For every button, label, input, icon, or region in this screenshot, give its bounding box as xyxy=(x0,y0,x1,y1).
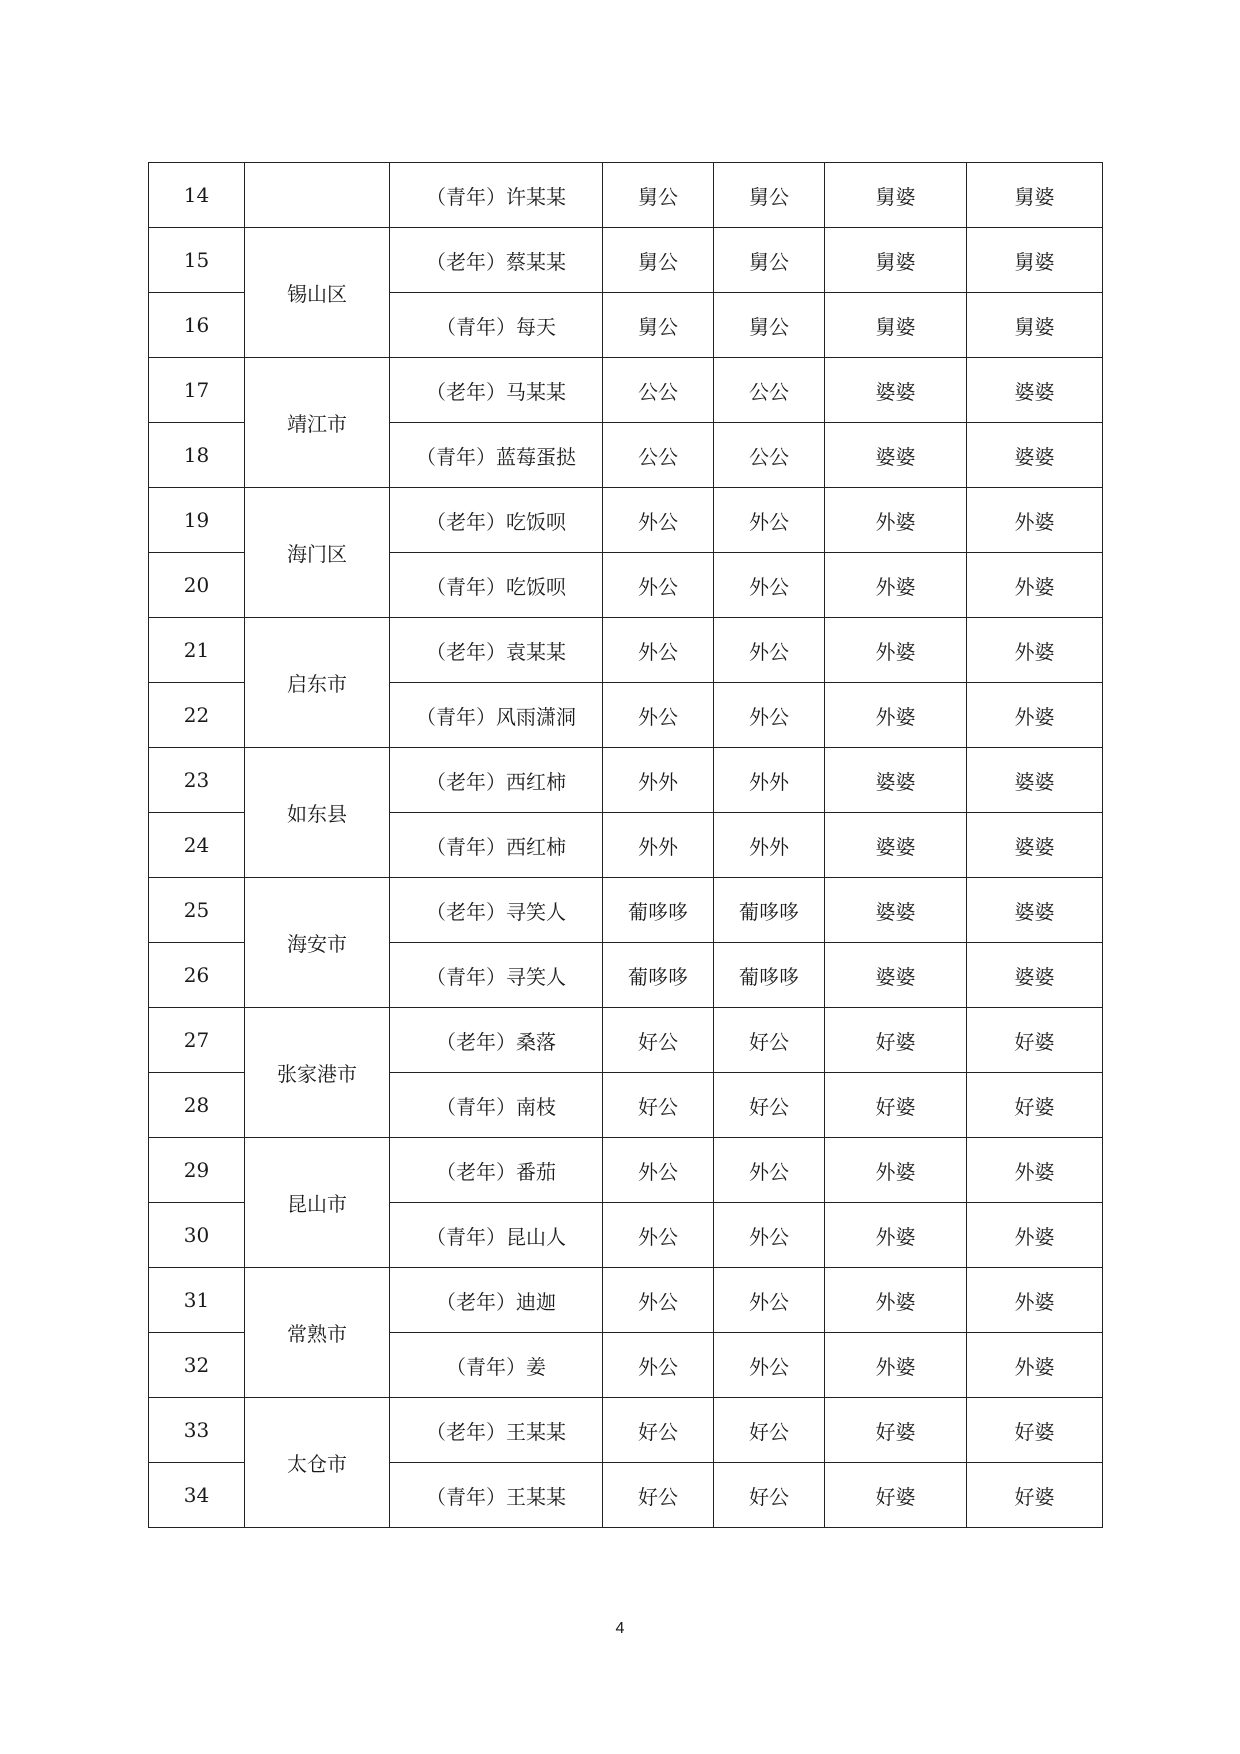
term-cell: 公公 xyxy=(714,423,825,488)
term-cell: 外公 xyxy=(603,1138,714,1203)
term-cell: 婆婆 xyxy=(967,748,1103,813)
row-number: 25 xyxy=(149,878,245,943)
speaker-cell: （老年）蔡某某 xyxy=(390,228,603,293)
speaker-cell: （青年）许某某 xyxy=(390,163,603,228)
speaker-cell: （老年）王某某 xyxy=(390,1398,603,1463)
term-cell: 外外 xyxy=(714,813,825,878)
table-row xyxy=(149,1138,1103,1203)
term-cell: 外公 xyxy=(603,553,714,618)
term-cell: 外公 xyxy=(714,488,825,553)
row-number: 28 xyxy=(149,1073,245,1138)
term-cell: 婆婆 xyxy=(967,943,1103,1008)
region-cell: 张家港市 xyxy=(245,1008,390,1138)
term-cell: 好公 xyxy=(714,1398,825,1463)
term-cell: 舅婆 xyxy=(825,163,967,228)
term-cell: 公公 xyxy=(603,423,714,488)
row-number: 15 xyxy=(149,228,245,293)
term-cell: 外公 xyxy=(603,1333,714,1398)
term-cell: 外婆 xyxy=(825,1138,967,1203)
speaker-cell: （老年）寻笑人 xyxy=(390,878,603,943)
term-cell: 外公 xyxy=(603,488,714,553)
term-cell: 好公 xyxy=(603,1463,714,1528)
term-cell: 舅婆 xyxy=(967,293,1103,358)
row-number: 24 xyxy=(149,813,245,878)
term-cell: 外婆 xyxy=(967,1268,1103,1333)
table-row xyxy=(149,618,1103,683)
row-number: 26 xyxy=(149,943,245,1008)
row-number: 18 xyxy=(149,423,245,488)
region-cell: 昆山市 xyxy=(245,1138,390,1268)
table-row xyxy=(149,878,1103,943)
row-number: 33 xyxy=(149,1398,245,1463)
row-number: 21 xyxy=(149,618,245,683)
term-cell: 婆婆 xyxy=(825,358,967,423)
speaker-cell: （青年）每天 xyxy=(390,293,603,358)
term-cell: 葡哆哆 xyxy=(603,943,714,1008)
term-cell: 外婆 xyxy=(825,1268,967,1333)
term-cell: 好婆 xyxy=(825,1398,967,1463)
term-cell: 外婆 xyxy=(825,488,967,553)
term-cell: 外公 xyxy=(714,683,825,748)
term-cell: 好公 xyxy=(603,1073,714,1138)
term-cell: 好婆 xyxy=(967,1463,1103,1528)
table-row xyxy=(149,1008,1103,1073)
term-cell: 好婆 xyxy=(825,1073,967,1138)
term-cell: 舅公 xyxy=(714,293,825,358)
table-row xyxy=(149,358,1103,423)
region-cell: 海安市 xyxy=(245,878,390,1008)
term-cell: 好婆 xyxy=(825,1463,967,1528)
term-cell: 好婆 xyxy=(967,1008,1103,1073)
term-cell: 好婆 xyxy=(967,1073,1103,1138)
term-cell: 好公 xyxy=(603,1398,714,1463)
table-row xyxy=(149,163,1103,228)
row-number: 23 xyxy=(149,748,245,813)
term-cell: 外公 xyxy=(714,1203,825,1268)
row-number: 16 xyxy=(149,293,245,358)
term-cell: 外公 xyxy=(603,1268,714,1333)
row-number: 19 xyxy=(149,488,245,553)
row-number: 30 xyxy=(149,1203,245,1268)
term-cell: 舅婆 xyxy=(825,228,967,293)
speaker-cell: （青年）吃饭呗 xyxy=(390,553,603,618)
term-cell: 外公 xyxy=(714,553,825,618)
term-cell: 婆婆 xyxy=(825,423,967,488)
term-cell: 外婆 xyxy=(967,1333,1103,1398)
region-cell: 如东县 xyxy=(245,748,390,878)
term-cell: 婆婆 xyxy=(825,878,967,943)
term-cell: 外外 xyxy=(603,813,714,878)
term-cell: 舅公 xyxy=(603,293,714,358)
region-cell: 海门区 xyxy=(245,488,390,618)
speaker-cell: （青年）风雨潇洞 xyxy=(390,683,603,748)
row-number: 17 xyxy=(149,358,245,423)
table-row xyxy=(149,1268,1103,1333)
table-row xyxy=(149,228,1103,293)
term-cell: 外婆 xyxy=(825,1203,967,1268)
speaker-cell: （青年）姜 xyxy=(390,1333,603,1398)
speaker-cell: （老年）袁某某 xyxy=(390,618,603,683)
term-cell: 婆婆 xyxy=(967,423,1103,488)
row-number: 27 xyxy=(149,1008,245,1073)
speaker-cell: （青年）昆山人 xyxy=(390,1203,603,1268)
term-cell: 外婆 xyxy=(825,553,967,618)
term-cell: 婆婆 xyxy=(967,878,1103,943)
term-cell: 外公 xyxy=(714,1138,825,1203)
term-cell: 婆婆 xyxy=(825,748,967,813)
term-cell: 舅公 xyxy=(714,163,825,228)
term-cell: 好婆 xyxy=(967,1398,1103,1463)
region-cell: 启东市 xyxy=(245,618,390,748)
speaker-cell: （老年）吃饭呗 xyxy=(390,488,603,553)
term-cell: 公公 xyxy=(603,358,714,423)
term-cell: 好婆 xyxy=(825,1008,967,1073)
term-cell: 外婆 xyxy=(967,683,1103,748)
term-cell: 外公 xyxy=(603,683,714,748)
term-cell: 舅公 xyxy=(714,228,825,293)
region-cell: 锡山区 xyxy=(245,228,390,358)
region-cell xyxy=(245,163,390,228)
table-row xyxy=(149,488,1103,553)
term-cell: 好公 xyxy=(714,1008,825,1073)
term-cell: 外婆 xyxy=(967,553,1103,618)
term-cell: 葡哆哆 xyxy=(603,878,714,943)
speaker-cell: （青年）寻笑人 xyxy=(390,943,603,1008)
term-cell: 外公 xyxy=(714,1333,825,1398)
region-cell: 靖江市 xyxy=(245,358,390,488)
row-number: 20 xyxy=(149,553,245,618)
page-number: 4 xyxy=(615,1620,625,1637)
speaker-cell: （青年）王某某 xyxy=(390,1463,603,1528)
term-cell: 外婆 xyxy=(967,1203,1103,1268)
row-number: 32 xyxy=(149,1333,245,1398)
term-cell: 外公 xyxy=(714,1268,825,1333)
speaker-cell: （老年）番茄 xyxy=(390,1138,603,1203)
term-cell: 舅婆 xyxy=(825,293,967,358)
term-cell: 舅公 xyxy=(603,163,714,228)
speaker-cell: （老年）迪迦 xyxy=(390,1268,603,1333)
term-cell: 舅婆 xyxy=(967,163,1103,228)
term-cell: 外婆 xyxy=(967,488,1103,553)
term-cell: 葡哆哆 xyxy=(714,943,825,1008)
speaker-cell: （老年）西红柿 xyxy=(390,748,603,813)
term-cell: 婆婆 xyxy=(825,813,967,878)
term-cell: 好公 xyxy=(714,1073,825,1138)
term-cell: 外婆 xyxy=(967,1138,1103,1203)
term-cell: 外外 xyxy=(603,748,714,813)
region-cell: 太仓市 xyxy=(245,1398,390,1528)
row-number: 29 xyxy=(149,1138,245,1203)
term-cell: 舅婆 xyxy=(967,228,1103,293)
term-cell: 外公 xyxy=(603,1203,714,1268)
term-cell: 公公 xyxy=(714,358,825,423)
term-cell: 婆婆 xyxy=(825,943,967,1008)
row-number: 22 xyxy=(149,683,245,748)
kinship-term-table xyxy=(148,162,1103,1528)
term-cell: 舅公 xyxy=(603,228,714,293)
term-cell: 外外 xyxy=(714,748,825,813)
row-number: 31 xyxy=(149,1268,245,1333)
term-cell: 外公 xyxy=(603,618,714,683)
region-cell: 常熟市 xyxy=(245,1268,390,1398)
term-cell: 葡哆哆 xyxy=(714,878,825,943)
term-cell: 好公 xyxy=(603,1008,714,1073)
row-number: 34 xyxy=(149,1463,245,1528)
term-cell: 好公 xyxy=(714,1463,825,1528)
term-cell: 外婆 xyxy=(825,1333,967,1398)
speaker-cell: （青年）西红柿 xyxy=(390,813,603,878)
speaker-cell: （老年）马某某 xyxy=(390,358,603,423)
term-cell: 婆婆 xyxy=(967,358,1103,423)
table-row xyxy=(149,1398,1103,1463)
term-cell: 婆婆 xyxy=(967,813,1103,878)
term-cell: 外婆 xyxy=(825,618,967,683)
row-number: 14 xyxy=(149,163,245,228)
term-cell: 外公 xyxy=(714,618,825,683)
speaker-cell: （青年）蓝莓蛋挞 xyxy=(390,423,603,488)
term-cell: 外婆 xyxy=(825,683,967,748)
speaker-cell: （青年）南枝 xyxy=(390,1073,603,1138)
speaker-cell: （老年）桑落 xyxy=(390,1008,603,1073)
table-row xyxy=(149,748,1103,813)
term-cell: 外婆 xyxy=(967,618,1103,683)
